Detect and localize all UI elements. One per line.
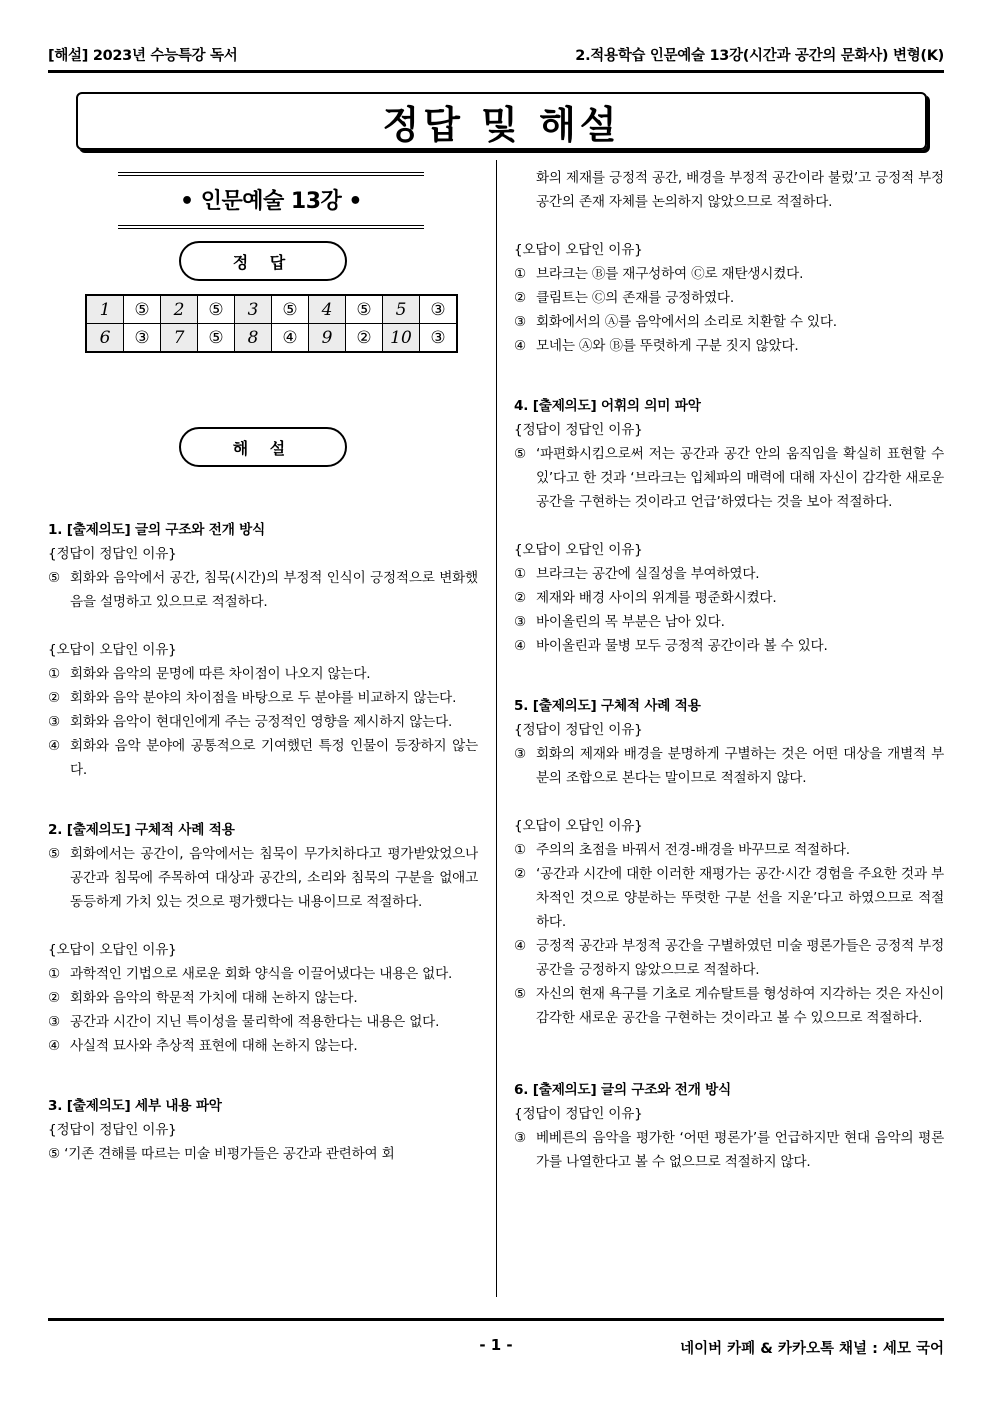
answer-choice: ③ (420, 295, 458, 324)
q5-wrong-label: {오답이 오답인 이유} (514, 818, 643, 834)
q5-correct-label: {정답이 정답인 이유} (514, 722, 643, 738)
q2-heading: 2. [출제의도] 구체적 사례 적용 (48, 822, 235, 838)
unit-banner (118, 170, 424, 231)
q1-section (48, 518, 478, 782)
answer-choice: ⑤ (272, 295, 309, 324)
q5-wrong-item: ① 주의의 초점을 바꿔서 전경-배경을 바꾸므로 적절하다. (514, 842, 850, 858)
footer-channel: 네이버 카페 & 카카오톡 채널 : 세모 국어 (680, 1341, 944, 1357)
q4-wrong-item: ④ 바이올린과 물병 모두 긍정적 공간이라 볼 수 있다. (514, 638, 828, 654)
q4-correct-item: ⑤ ‘파편화시킴으로써 저는 공간과 공간 안의 움직임을 확실히 표현할 수 있’다고 한 것과 ‘브라크는 입체파의 매력에 대해 자신이 감각한 새로운 공간을 구현하는 것이라고 언급’하였다는 것을 보아 적절하다. (514, 446, 944, 510)
column-divider (496, 160, 497, 1297)
question-number: 10 (383, 324, 420, 353)
q4-wrong-item: ② 제재와 배경 사이의 위계를 평준화시켰다. (514, 590, 777, 606)
question-number: 7 (161, 324, 198, 353)
unit-rule-top (118, 172, 424, 173)
q4-section (514, 394, 944, 658)
page-title: 정답 및 해설 (76, 92, 927, 150)
question-number: 6 (86, 324, 124, 353)
question-number: 5 (383, 295, 420, 324)
q3-correct-continued: 화의 제재를 긍정적 공간, 배경을 부정적 공간이라 불렀’고 긍정적 부정 공간의 존재 자체를 논의하지 않았으므로 적절하다. (536, 170, 944, 210)
q6-heading: 6. [출제의도] 글의 구조와 전개 방식 (514, 1082, 732, 1098)
q1-wrong-item: ① 회화와 음악의 문명에 따른 차이점이 나오지 않는다. (48, 666, 371, 682)
q1-wrong-item: ② 회화와 음악 분야의 차이점을 바탕으로 두 분야를 비교하지 않는다. (48, 690, 457, 706)
question-number: 4 (309, 295, 346, 324)
footer-rule (48, 1318, 944, 1321)
answer-row (86, 324, 457, 353)
q2-wrong-item: ④ 사실적 묘사와 추상적 표현에 대해 논하지 않는다. (48, 1038, 358, 1054)
q2-wrong-item: ② 회화와 음악의 학문적 가치에 대해 논하지 않는다. (48, 990, 358, 1006)
q5-wrong-item: ⑤ 자신의 현재 욕구를 기초로 게슈탈트를 형성하여 지각하는 것은 자신이 감각한 새로운 공간을 구현하는 것이라고 볼 수 있으므로 적절하다. (514, 986, 944, 1026)
unit-rule-bottom (118, 225, 424, 226)
q1-wrong-item: ④ 회화와 음악 분야에 공통적으로 기여했던 특정 인물이 등장하지 않는다. (48, 738, 478, 778)
q6-correct-label: {정답이 정답인 이유} (514, 1106, 643, 1122)
unit-rule-top-2 (118, 175, 424, 176)
q5-wrong-item: ② ‘공간과 시간에 대한 이러한 재평가는 공간·시간 경험을 주요한 것과 부차적인 것으로 양분하는 뚜렷한 구분 선을 지운’다고 하였으므로 적절하다. (514, 866, 944, 930)
q6-section (514, 1078, 944, 1174)
answer-label: 정 답 (179, 241, 347, 281)
q4-wrong-label: {오답이 오답인 이유} (514, 542, 643, 558)
question-number: 9 (309, 324, 346, 353)
q1-correct-label: {정답이 정답인 이유} (48, 546, 177, 562)
q3-correct-start: ⑤ ‘기존 견해를 따르는 미술 비평가들은 공간과 관련하여 회 (48, 1146, 395, 1162)
unit-rule-bottom-2 (118, 228, 424, 229)
q4-heading: 4. [출제의도] 어휘의 의미 파악 (514, 398, 701, 414)
q5-wrong-item: ④ 긍정적 공간과 부정적 공간을 구별하였던 미술 평론가들은 긍정적 부정 공간을 긍정하지 않았으므로 적절하다. (514, 938, 944, 978)
q3-wrong-item: ② 클림트는 Ⓒ의 존재를 긍정하였다. (514, 290, 734, 306)
q2-wrong-label: {오답이 오답인 이유} (48, 942, 177, 958)
q3-section (48, 1094, 478, 1166)
header-left: [해설] 2023년 수능특강 독서 (48, 48, 238, 64)
q1-correct-item: ⑤ 회화와 음악에서 공간, 침묵(시간)의 부정적 인식이 긍정적으로 변화했음을 설명하고 있으므로 적절하다. (48, 570, 478, 610)
q2-section (48, 818, 478, 1058)
q5-section (514, 694, 944, 1030)
q3-heading: 3. [출제의도] 세부 내용 파악 (48, 1098, 222, 1114)
header-right: 2.적용학습 인문예술 13강(시간과 공간의 문화사) 변형(K) (575, 48, 944, 64)
q5-heading: 5. [출제의도] 구체적 사례 적용 (514, 698, 701, 714)
q3-wrong-item: ④ 모네는 Ⓐ와 Ⓑ를 뚜렷하게 구분 짓지 않았다. (514, 338, 799, 354)
question-number: 1 (86, 295, 124, 324)
q4-wrong-item: ③ 바이올린의 목 부분은 남아 있다. (514, 614, 725, 630)
question-number: 3 (235, 295, 272, 324)
header-rule (48, 70, 944, 73)
q3-wrong-item: ① 브라크는 Ⓑ를 재구성하여 Ⓒ로 재탄생시켰다. (514, 266, 804, 282)
q4-correct-label: {정답이 정답인 이유} (514, 422, 643, 438)
explanation-label: 해 설 (179, 427, 347, 467)
question-number: 8 (235, 324, 272, 353)
q1-heading: 1. [출제의도] 글의 구조와 전개 방식 (48, 522, 266, 538)
answer-choice: ⑤ (198, 295, 235, 324)
answer-choice: ⑤ (124, 295, 161, 324)
answer-row (86, 295, 457, 324)
answer-choice: ③ (420, 324, 458, 353)
q2-wrong-item: ③ 공간과 시간이 지닌 특이성을 물리학에 적용한다는 내용은 없다. (48, 1014, 440, 1030)
page-number: - 1 - (479, 1336, 513, 1354)
answer-choice: ④ (272, 324, 309, 353)
q3-wrong-label: {오답이 오답인 이유} (514, 242, 643, 258)
answer-choice: ⑤ (198, 324, 235, 353)
q5-correct-item: ③ 회화의 제재와 배경을 분명하게 구별하는 것은 어떤 대상을 개별적 부분의 조합으로 본다는 말이므로 적절하지 않다. (514, 746, 944, 786)
answer-choice: ② (346, 324, 383, 353)
q2-wrong-item: ① 과학적인 기법으로 새로운 회화 양식을 이끌어냈다는 내용은 없다. (48, 966, 453, 982)
q1-wrong-label: {오답이 오답인 이유} (48, 642, 177, 658)
right-column (514, 166, 944, 1174)
q3-wrong-item: ③ 회화에서의 Ⓐ를 음악에서의 소리로 치환할 수 있다. (514, 314, 837, 330)
unit-title: • 인문예술 13강 • (180, 189, 362, 214)
answer-choice: ⑤ (346, 295, 383, 324)
q4-wrong-item: ① 브라크는 공간에 실질성을 부여하였다. (514, 566, 760, 582)
question-number: 2 (161, 295, 198, 324)
left-column (48, 518, 478, 1166)
answer-table (85, 294, 458, 353)
q2-correct-item: ⑤ 회화에서는 공간이, 음악에서는 침묵이 무가치하다고 평가받았었으나 공간과 침묵에 주목하여 대상과 공간의, 소리와 침묵의 구분을 없애고 동등하게 가치 있는 것으로 평가했다는 내용이므로 적절하다. (48, 846, 478, 910)
answer-choice: ③ (124, 324, 161, 353)
q1-wrong-item: ③ 회화와 음악이 현대인에게 주는 긍정적인 영향을 제시하지 않는다. (48, 714, 453, 730)
q3-correct-label: {정답이 정답인 이유} (48, 1122, 177, 1138)
q6-correct-item: ③ 베베른의 음악을 평가한 ‘어떤 평론가’를 언급하지만 현대 음악의 평론가를 나열한다고 볼 수 없으므로 적절하지 않다. (514, 1130, 944, 1170)
